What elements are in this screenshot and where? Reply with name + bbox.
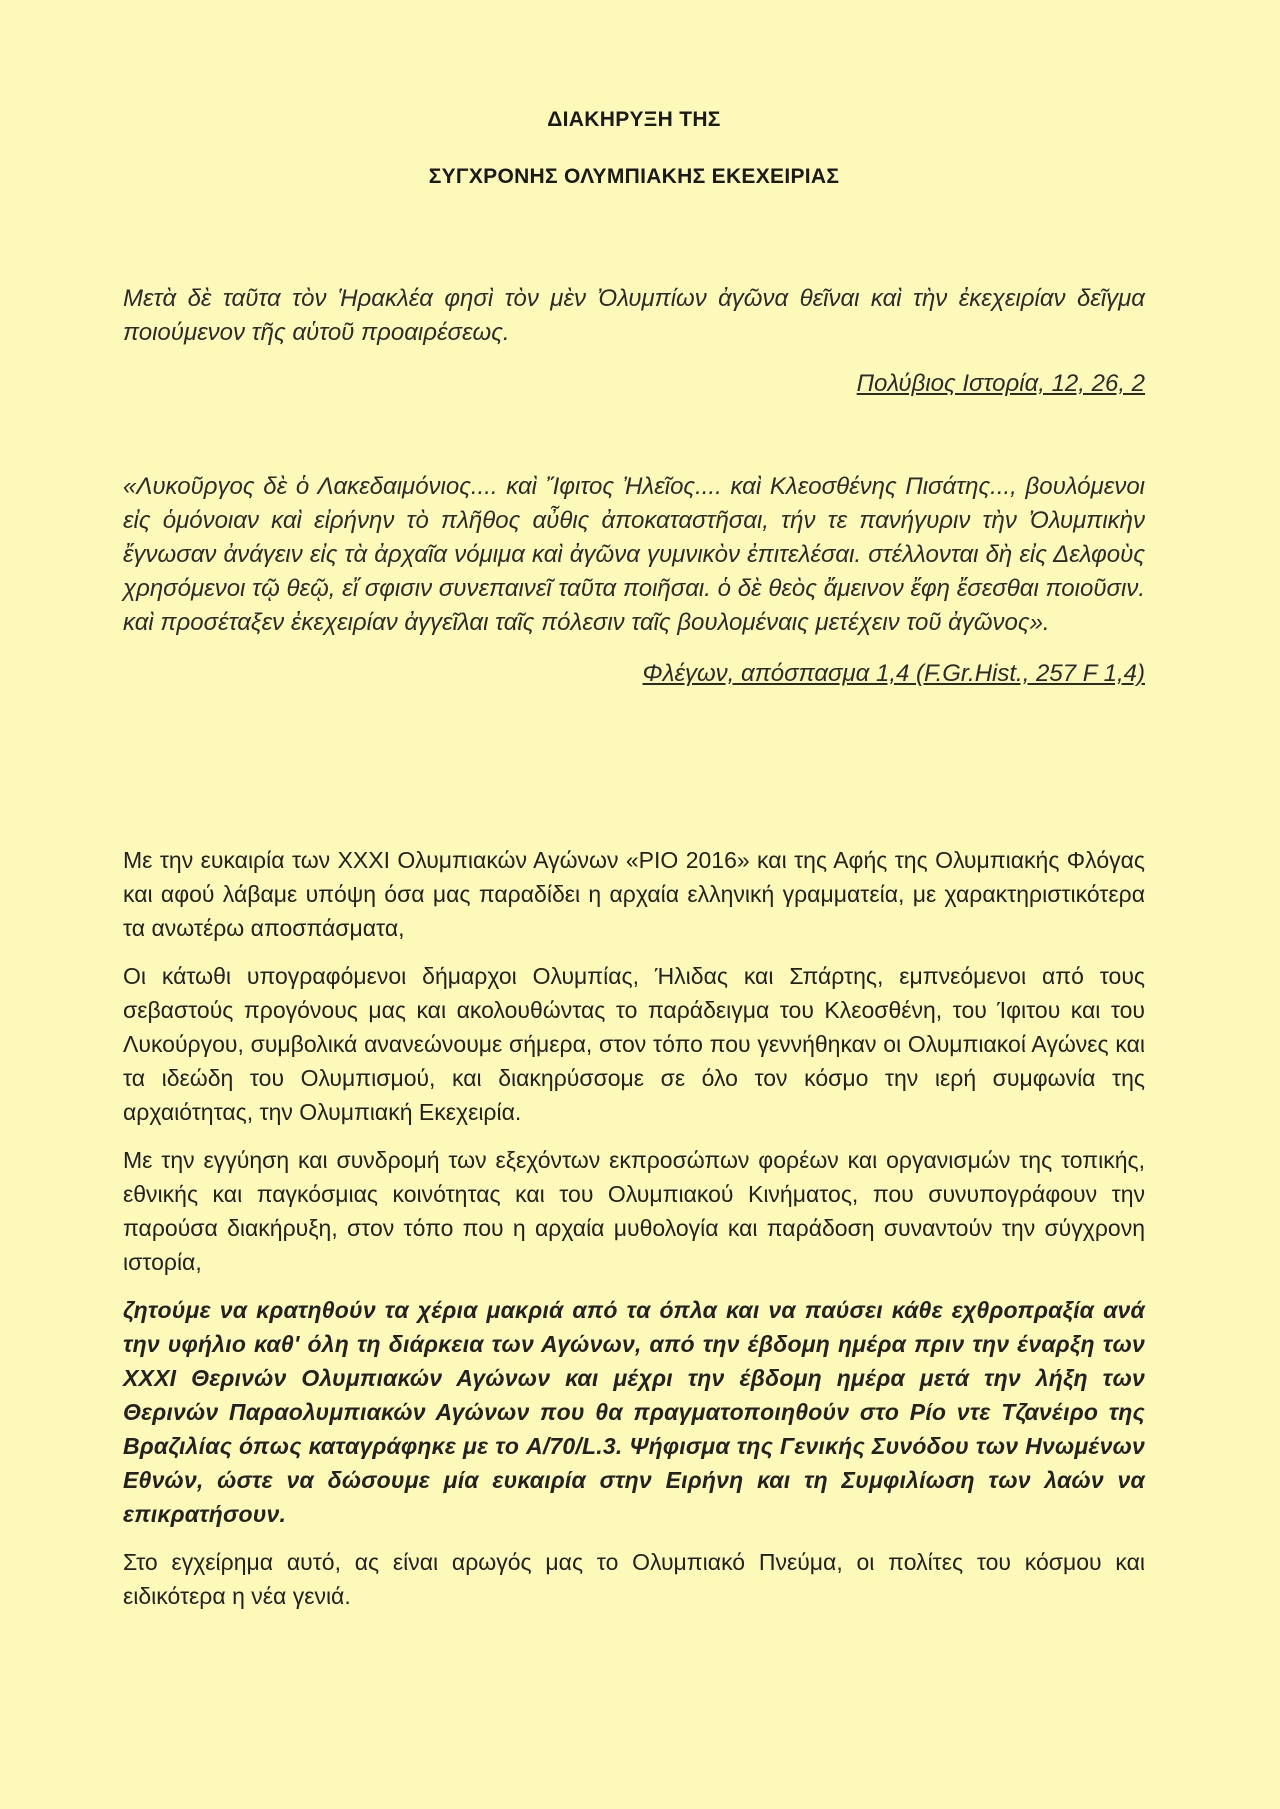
- declaration-paragraph-appeal: ζητούμε να κρατηθούν τα χέρια μακριά από τα όπλα και να παύσει κάθε εχθροπραξία ανά την υφήλιο καθ' όλη τη διάρκεια των Αγώνων, από την έβδομη ημέρα πριν την έναρξη των XXXI Θερινών Ολυμπιακών Αγώνων και μέχρι την έβδομη ημέρα μετά την λήξη των Θερινών Παραολυμπιακών Αγώνων που θα πραγματοποιηθούν στο Ρίο ντε Τζανέιρο της Βραζιλίας όπως καταγράφηκε με το A/70/L.3. Ψήφισμα της Γενικής Συνόδου των Ηνωμένων Εθνών, ώστε να δώσουμε μία ευκαιρία στην Ειρήνη και τη Συμφιλίωση των λαών να επικρατήσουν.: [123, 1297, 1145, 1527]
- document-title-line-2: ΣΥΓΧΡΟΝΗΣ ΟΛΥΜΠΙΑΚΗΣ ΕΚΕΧΕΙΡΙΑΣ: [428, 165, 840, 188]
- ancient-quote-polybius: Μετὰ δὲ ταῦτα τὸν Ἡρακλέα φησὶ τὸν μὲν Ὀλυμπίων ἀγῶνα θεῖναι καὶ τὴν ἐκεχειρίαν δεῖγμα ποιούμενον τῆς αὑτοῦ προαιρέσεως.: [123, 285, 1145, 346]
- citation-polybius: Πολύβιος Ιστορία, 12, 26, 2: [856, 370, 1145, 397]
- document-title-line-1: ΔΙΑΚΗΡΥΞΗ ΤΗΣ: [547, 108, 721, 131]
- declaration-paragraph-occasion: Με την ευκαιρία των XXXI Ολυμπιακών Αγώνων «PIO 2016» και της Αφής της Ολυμπιακής Φλόγας και αφού λάβαμε υπόψη όσα μας παραδίδει η αρχαία ελληνική γραμματεία, με χαρακτηριστικότερα τα ανωτέρω αποσπάσματα,: [123, 847, 1145, 941]
- declaration-paragraph-closing: Στο εγχείρημα αυτό, ας είναι αρωγός μας το Ολυμπιακό Πνεύμα, οι πολίτες του κόσμου και ειδικότερα η νέα γενιά.: [123, 1549, 1145, 1609]
- citation-phlegon: Φλέγων, απόσπασμα 1,4 (F.Gr.Hist., 257 F 1,4): [642, 660, 1145, 687]
- declaration-paragraph-mayors: Οι κάτωθι υπογραφόμενοι δήμαρχοι Ολυμπίας, Ήλιδας και Σπάρτης, εμπνεόμενοι από τους σεβαστούς προγόνους μας και ακολουθώντας το παράδειγμα του Κλεοσθένη, του Ίφιτου και του Λυκούργου, συμβολικά ανανεώνουμε σήμερα, στον τόπο που γεννήθηκαν οι Ολυμπιακοί Αγώνες και τα ιδεώδη του Ολυμπισμού, και διακηρύσσομε σε όλο τον κόσμο την ιερή συμφωνία της αρχαιότητας, την Ολυμπιακή Εκεχειρία.: [123, 963, 1145, 1125]
- ancient-quote-phlegon: «Λυκοῦργος δὲ ὁ Λακεδαιμόνιος.... καὶ Ἴφιτος Ἠλεῖος.... καὶ Κλεοσθένης Πισάτης..., βουλόμενοι εἰς ὁμόνοιαν καὶ εἰρήνην τὸ πλῆθος αὖθις ἀποκαταστῆσαι, τήν τε πανήγυριν τὴν Ὀλυμπικὴν ἔγνωσαν ἀνάγειν εἰς τὰ ἀρχαῖα νόμιμα καὶ ἀγῶνα γυμνικὸν ἐπιτελέσαι. στέλλονται δὴ εἰς Δελφοὺς χρησόμενοι τῷ θεῷ, εἴ σφισιν συνεπαινεῖ ταῦτα ποιῆσαι. ὁ δὲ θεὸς ἄμεινον ἔφη ἔσεσθαι ποιοῦσιν. καὶ προσέταξεν ἐκεχειρίαν ἀγγεῖλαι ταῖς πόλεσιν ταῖς βουλομέναις μετέχειν τοῦ ἀγῶνος».: [123, 473, 1145, 636]
- declaration-paragraph-guarantee: Με την εγγύηση και συνδρομή των εξεχόντων εκπροσώπων φορέων και οργανισμών της τοπικής, εθνικής και παγκόσμιας κοινότητας και του Ολυμπιακού Κινήματος, που συνυπογράφουν την παρούσα διακήρυξη, στον τόπο που η αρχαία μυθολογία και παράδοση συναντούν την σύγχρονη ιστορία,: [123, 1147, 1145, 1275]
